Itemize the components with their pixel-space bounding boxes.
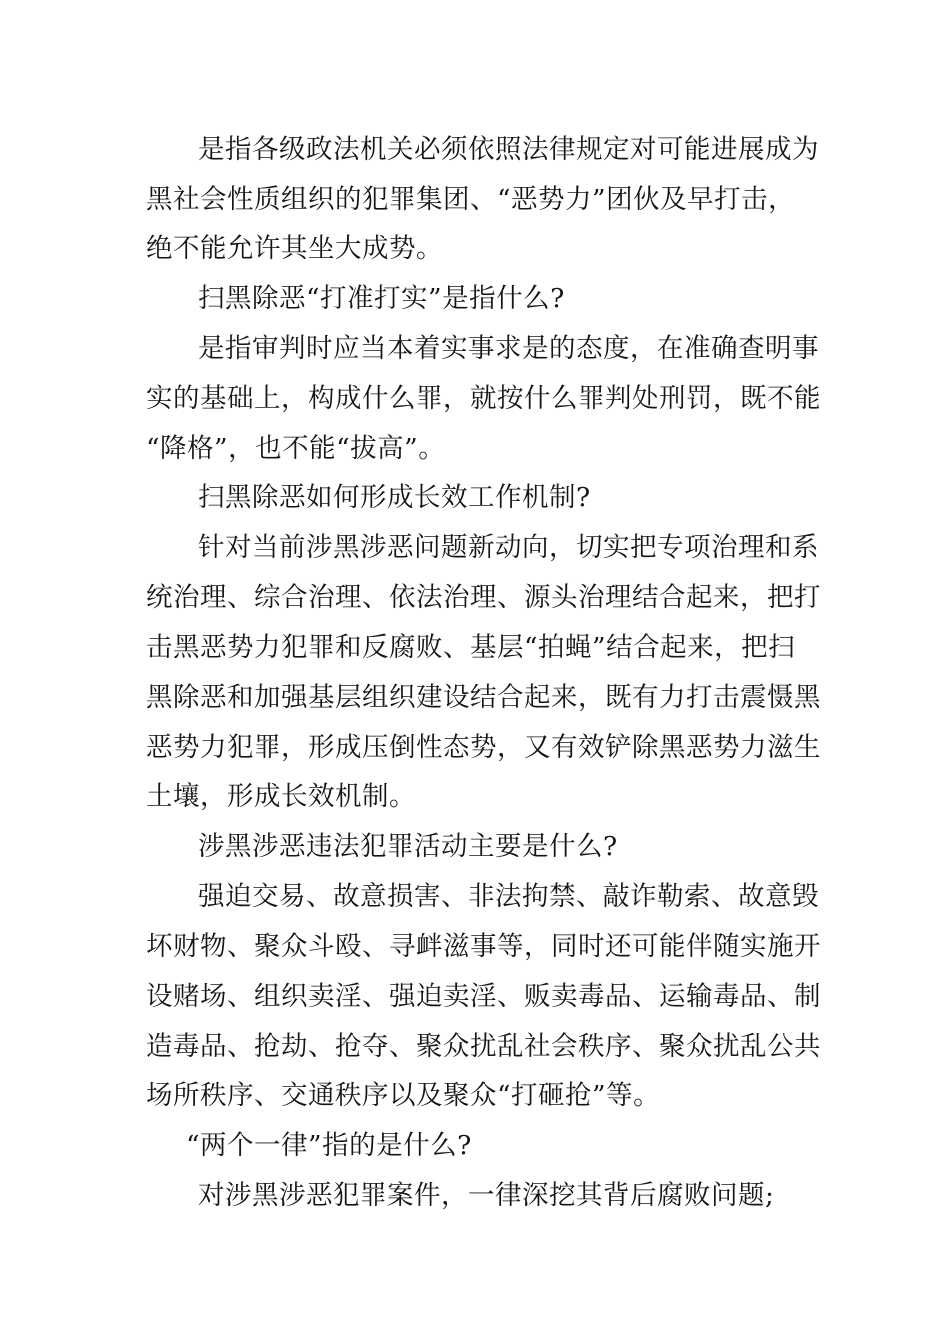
paragraph-2-line-1: 是指审判时应当本着实事求是的态度，在准确查明事	[198, 333, 819, 364]
paragraph-3-line-6: 土壤，形成长效机制。	[146, 781, 416, 812]
paragraph-1-line-3: 绝不能允许其坐大成势。	[146, 233, 443, 264]
paragraph-4-line-4: 造毒品、抢劫、抢夺、聚众扰乱社会秩序、聚众扰乱公共	[146, 1031, 821, 1062]
question-heading-4: “两个一律”指的是什么?	[186, 1130, 472, 1161]
paragraph-3-line-2: 统治理、综合治理、依法治理、源头治理结合起来，把打	[146, 582, 821, 613]
question-heading-2: 扫黑除恶如何形成长效工作机制?	[198, 482, 591, 513]
paragraph-1-line-1: 是指各级政法机关必须依照法律规定对可能进展成为	[198, 134, 819, 165]
question-heading-3: 涉黑涉恶违法犯罪活动主要是什么?	[198, 831, 618, 862]
paragraph-1-line-2: 黑社会性质组织的犯罪集团、“恶势力”团伙及早打击，	[146, 184, 796, 215]
paragraph-4-line-2: 坏财物、聚众斗殴、寻衅滋事等，同时还可能伴随实施开	[146, 931, 821, 962]
paragraph-3-line-4: 黑除恶和加强基层组织建设结合起来，既有力打击震慑黑	[146, 682, 821, 713]
paragraph-3-line-1: 针对当前涉黑涉恶问题新动向，切实把专项治理和系	[198, 532, 819, 563]
paragraph-4-line-1: 强迫交易、故意损害、非法拘禁、敲诈勒索、故意毁	[198, 881, 819, 912]
paragraph-4-line-3: 设赌场、组织卖淫、强迫卖淫、贩卖毒品、运输毒品、制	[146, 981, 821, 1012]
question-heading-1: 扫黑除恶“打准打实”是指什么?	[198, 283, 565, 314]
paragraph-3-line-3: 击黑恶势力犯罪和反腐败、基层“拍蝇”结合起来，把扫	[146, 632, 796, 663]
paragraph-4-line-5: 场所秩序、交通秩序以及聚众“打砸抢”等。	[146, 1080, 661, 1111]
paragraph-5-line-1: 对涉黑涉恶犯罪案件，一律深挖其背后腐败问题;	[198, 1180, 775, 1211]
paragraph-3-line-5: 恶势力犯罪，形成压倒性态势，又有效铲除黑恶势力滋生	[146, 732, 821, 763]
paragraph-2-line-3: “降格”，也不能“拔高”。	[146, 433, 446, 464]
paragraph-2-line-2: 实的基础上，构成什么罪，就按什么罪判处刑罚，既不能	[146, 383, 821, 414]
